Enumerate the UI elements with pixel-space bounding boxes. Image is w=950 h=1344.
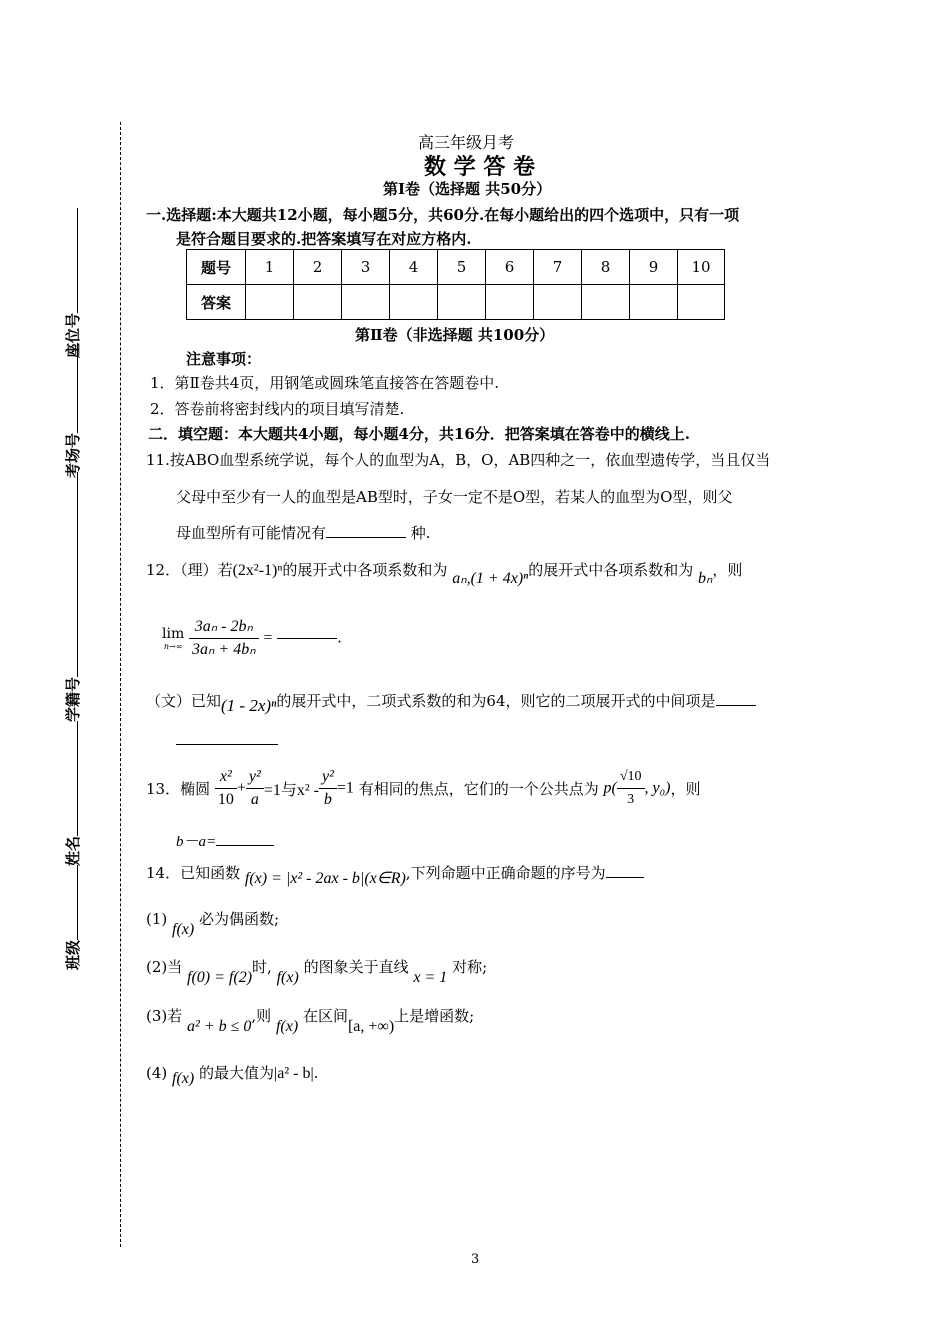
- part1-title: 第Ⅰ卷（选择题 共50分）: [383, 180, 552, 198]
- q13-prefix: 13．椭圆: [146, 780, 211, 798]
- notice-title: 注意事项：: [186, 350, 262, 368]
- answer-cell[interactable]: [678, 285, 725, 320]
- q13-question: b－a=: [176, 834, 217, 850]
- q14-p4-fx: f(x): [172, 1070, 195, 1087]
- name-label: 姓名: [64, 835, 82, 866]
- q14-prop4: [146, 1062, 319, 1087]
- question-number: 10: [678, 250, 725, 285]
- question-number: 1: [246, 250, 294, 285]
- q13-point-frac: [617, 766, 645, 811]
- table-row-answers: [187, 285, 725, 320]
- q11-line2: 父母中至少有一人的血型是AB型时，子女一定不是O型，若某人的血型为O型，则父: [176, 488, 733, 506]
- answer-table: [186, 249, 725, 320]
- exam-title: 高三年级月考: [418, 133, 515, 152]
- page-number: 3: [471, 1252, 480, 1267]
- q13-frac-y2-den: b: [323, 791, 332, 808]
- part2-title: 第Ⅱ卷（非选择题 共100分）: [355, 326, 555, 344]
- notice-1: 1．第Ⅱ卷共4页，用钢笔或圆珠笔直接答在答题卷中.: [150, 374, 500, 392]
- q14-p4-val: |a² - b|: [274, 1065, 314, 1082]
- q13-frac-y2-num: y²: [319, 766, 337, 789]
- q14-p2-mid: 时,: [252, 958, 272, 976]
- q14-p1-text: 必为偶函数;: [199, 910, 280, 928]
- q11-line1: 11.按ABO血型系统学说，每个人的血型为A，B，O，AB四种之一，依血型遗传学，当且仅当: [146, 451, 771, 469]
- q12-expr1: (2x²-1)ⁿ: [232, 562, 283, 579]
- q12-wen-blank-2[interactable]: [176, 730, 278, 749]
- question-number: 3: [342, 250, 390, 285]
- q13-frac-x: [215, 766, 237, 811]
- answer-cell[interactable]: [630, 285, 678, 320]
- q14-domain: (x∈R): [364, 870, 406, 887]
- question-number: 5: [438, 250, 486, 285]
- q12-wen-text: 的展开式中，二项式系数的和为64，则它的二项展开式的中间项是: [276, 692, 716, 710]
- seat-field[interactable]: [62, 208, 83, 358]
- notice-2: 2．答卷前将密封线内的项目填写清楚.: [150, 400, 405, 418]
- q12-line1: [146, 559, 743, 587]
- q14-p2-fx: f(x): [276, 969, 299, 986]
- answer-cell[interactable]: [246, 285, 294, 320]
- q12-frac-den: 3aₙ + 4bₙ: [192, 641, 256, 658]
- section1-line2: 是符合题目要求的.把答案填写在对应方格内.: [176, 230, 472, 248]
- q13-point-p: p(: [603, 779, 617, 797]
- q14-p3-label: (3)若: [146, 1007, 183, 1025]
- question-number: 9: [630, 250, 678, 285]
- row-header-number: 题号: [187, 250, 246, 285]
- answer-cell[interactable]: [582, 285, 630, 320]
- section1-line1: 一.选择题:本大题共12小题，每小题5分，共60分.在每小题给出的四个选项中，只有一项: [146, 206, 740, 224]
- q12-mid1: 的展开式中各项系数和为: [282, 561, 448, 579]
- question-number: 6: [486, 250, 534, 285]
- q13-frac-y-num: y²: [246, 766, 264, 789]
- answer-cell[interactable]: [486, 285, 534, 320]
- q14-p1-fx: f(x): [172, 921, 195, 938]
- answer-cell[interactable]: [534, 285, 582, 320]
- q11-text: 母血型所有可能情况有: [176, 524, 327, 542]
- q13-point-den: 3: [627, 792, 635, 807]
- lim-sub: n→∞: [163, 642, 183, 651]
- q13-frac-y: [246, 766, 264, 811]
- q14-prop1: [146, 908, 280, 938]
- q14-line1: [146, 862, 644, 887]
- q13-answer-blank[interactable]: [216, 845, 274, 846]
- q13-point-num: √10: [617, 766, 645, 789]
- class-field[interactable]: [62, 865, 83, 970]
- answer-cell[interactable]: [438, 285, 486, 320]
- q13-suffix: ，则: [670, 780, 701, 798]
- q13-frac-x-den: 10: [217, 791, 234, 808]
- q12-dot: .: [337, 628, 342, 647]
- q14-prop3: [146, 1005, 475, 1035]
- q14-p3-end: 上是增函数;: [394, 1007, 475, 1025]
- seat-label: 座位号: [64, 312, 82, 358]
- table-row-numbers: [187, 250, 725, 285]
- question-number: 8: [582, 250, 630, 285]
- q14-p4-text: 的最大值为: [199, 1064, 275, 1082]
- q14-answer-blank[interactable]: [606, 877, 644, 878]
- q12-prefix: 12．（理）若: [146, 561, 233, 579]
- q12-frac-num: 3aₙ - 2bₙ: [189, 616, 259, 639]
- question-number: 7: [534, 250, 582, 285]
- q14-p1-label: (1): [146, 910, 168, 928]
- answer-cell[interactable]: [390, 285, 438, 320]
- seal-line: [120, 122, 121, 1247]
- sheet-title: 数 学 答 卷: [424, 154, 535, 180]
- class-label: 班级: [64, 939, 82, 970]
- q12-limit: [162, 616, 342, 661]
- q13-frac-x-num: x²: [215, 766, 237, 789]
- q11-answer-blank[interactable]: [326, 537, 406, 538]
- q12-eq: =: [263, 629, 273, 647]
- q12-wen-line: [146, 690, 756, 715]
- q14-p3-text: 在区间: [302, 1007, 348, 1025]
- question-number: 4: [390, 250, 438, 285]
- q14-function: f(x) = |x² - 2ax - b|: [244, 870, 365, 887]
- answer-cell[interactable]: [294, 285, 342, 320]
- q12-fraction: [189, 616, 259, 661]
- q12-suffix: ，则: [712, 561, 743, 579]
- q14-p2-text: 的图象关于直线: [303, 958, 409, 976]
- q14-p3-fx: f(x): [275, 1018, 299, 1035]
- q14-p2-label: (2)当: [146, 958, 183, 976]
- row-header-answer: 答案: [187, 285, 246, 320]
- q13-point-end: , y₀): [644, 779, 671, 797]
- q14-p3-cond: a² + b ≤ 0: [187, 1018, 252, 1035]
- q13-line1: [146, 766, 701, 811]
- q14-p2-end: 对称;: [452, 958, 488, 976]
- q13-eq2: =1: [336, 779, 354, 797]
- q12-wen-blank[interactable]: [716, 705, 756, 706]
- q12-wen-prefix: （文）已知: [146, 692, 222, 710]
- q11-unit: 种.: [410, 524, 431, 542]
- student-id-label: 学籍号: [64, 676, 82, 722]
- section2-title: 二．填空题：本大题共4小题，每小题4分，共16分．把答案填在答卷中的横线上.: [148, 425, 690, 443]
- q14-p3-interval: [a, +∞): [347, 1018, 395, 1035]
- q14-text: ,下列命题中正确命题的序号为: [405, 864, 606, 882]
- q14-prop2: [146, 956, 488, 986]
- q13-frac-y2: [319, 766, 337, 811]
- q13-line2: [176, 830, 274, 851]
- q13-mid: 有相同的焦点，它们的一个公共点为: [358, 780, 599, 798]
- q12-answer-blank[interactable]: [277, 638, 337, 639]
- lim-text: lim: [162, 626, 185, 642]
- q14-p2-cond: f(0) = f(2): [187, 969, 253, 986]
- answer-cell[interactable]: [342, 285, 390, 320]
- q12-mid2: 的展开式中各项系数和为: [528, 561, 694, 579]
- q14-p4-end: .: [313, 1064, 319, 1082]
- q12-expr2: ,(1 + 4x)ⁿ: [466, 570, 529, 587]
- q12-wen-expr: (1 - 2x)ⁿ: [221, 696, 277, 715]
- q13-plus: +: [236, 779, 246, 797]
- q14-p4-label: (4): [146, 1064, 168, 1082]
- room-field[interactable]: [62, 343, 83, 478]
- q11-line3: [176, 522, 431, 543]
- room-label: 考场号: [64, 432, 82, 478]
- q12-an: aₙ: [452, 570, 467, 587]
- q13-frac-y-den: a: [250, 791, 259, 808]
- student-id-field[interactable]: [62, 472, 83, 722]
- q14-prefix: 14．已知函数: [146, 864, 241, 882]
- question-number: 2: [294, 250, 342, 285]
- q14-p3-mid: ,则: [251, 1007, 272, 1025]
- q13-eq1: =1与x² -: [263, 782, 319, 799]
- q14-p2-line: x = 1: [413, 969, 448, 986]
- q12-bn: bₙ: [697, 570, 713, 587]
- name-field[interactable]: [62, 721, 83, 866]
